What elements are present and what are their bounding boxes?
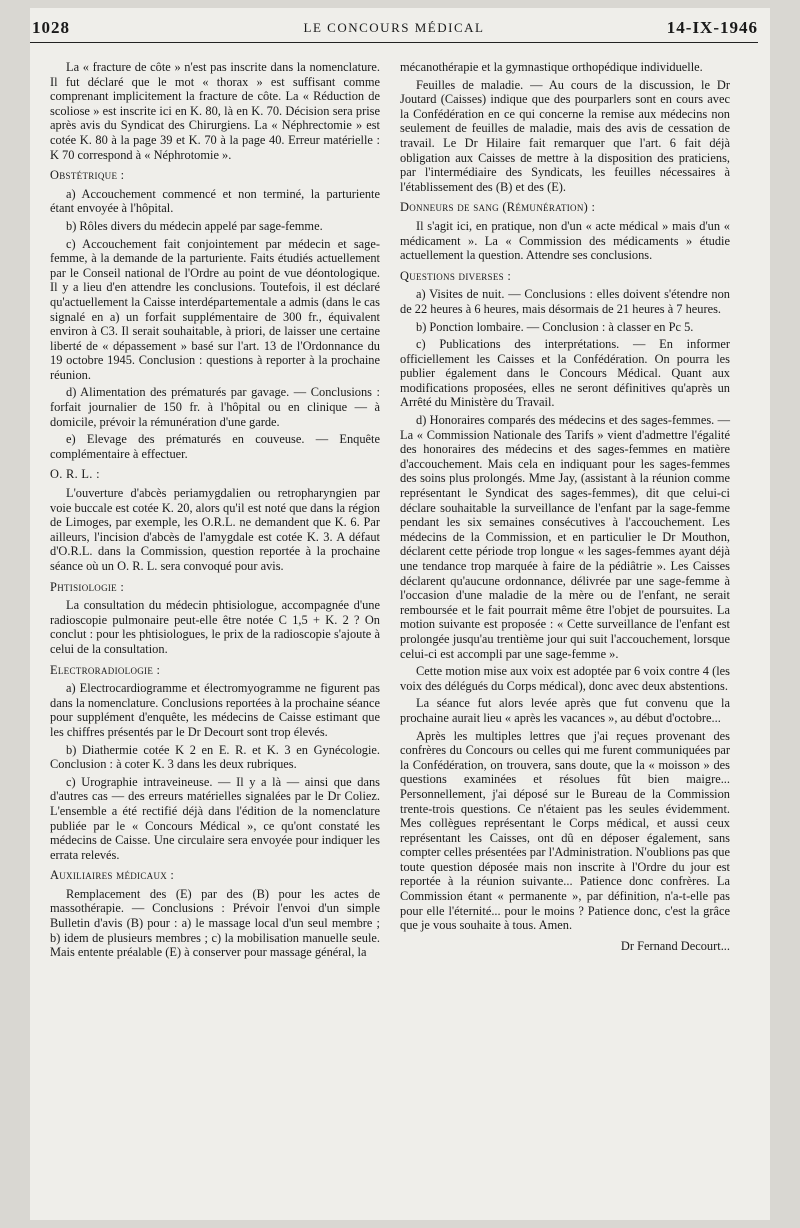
section-heading: O. R. L. : xyxy=(50,467,100,482)
issue-date: 14-IX-1946 xyxy=(666,18,758,37)
paragraph: d) Honoraires comparés des médecins et des sages-femmes. — La « Commission Nationale des Tarifs » vient d'admettre l'égalité des honoraires des médecins et des sages-femmes en matière d'accouchement. Mais cela en indiquant pour les sages-femmes des soins plus prolongés. Mme Jay, (assistant à la réunion comme représentant le Syndicat des sages-femmes), dit que celui-ci déclare souhaitable la surveillance de l'enfant par la sage-femme pendant les six semaines consécutives à l'accouchement. Les médecins de la Commission, et en particulier le Dr Mouthon, déclarent cette période trop longue « les sages-femmes ayant déjà une tendance trop marquée à faire de la pédiâtrie ». Les Caisses déclarent qu'aucune ordonnance, délivrée par une sage-femme à l'occasion d'une maladie de la mère ou de l'enfant, ne serait remboursée et le fait pourrait même être l'objet de poursuites. La motion suivante est proposée : « Cette surveillance de l'enfant est prolongée jusqu'au trentième jour qui suit l'accouchement, lorsque celui-ci est accompli par une sage-femme ». xyxy=(400,413,730,661)
paragraph: c) Publications des interprétations. — En informer officiellement les Caisses et la Confédération. On pourra les publier également dans le Concours Médical. Quant aux modifications proposées, elles ne seront définitives qu'après un Arrêté du Ministère du Travail. xyxy=(400,337,730,410)
paragraph: a) Electrocardiogramme et électromyogramme ne figurent pas dans la nomenclature. Conclusions reportées à la prochaine séance pour supplément d'enquête, les médecins de Caisse estimant que les chiffres présentés par le Dr Decourt sont trop élevés. xyxy=(50,681,380,739)
paragraph: Cette motion mise aux voix est adoptée par 6 voix contre 4 (les voix des délégués du Corps médical), donc avec deux abstentions. xyxy=(400,664,730,693)
page-number: 1028 xyxy=(32,18,70,37)
paragraph: La consultation du médecin phtisiologue, accompagnée d'une radioscopie pulmonaire peut-elle être notée C 1,5 + K. 2 ? On conclut : pour les phtisiologues, le prix de la radioscopie s'ajoute à celui de la consultation. xyxy=(50,598,380,656)
journal-title: LE CONCOURS MÉDICAL xyxy=(303,20,485,35)
paragraph: e) Elevage des prématurés en couveuse. — Enquête complémentaire à effectuer. xyxy=(50,432,380,461)
signature: Dr Fernand Decourt... xyxy=(620,938,730,953)
paragraph: L'ouverture d'abcès periamygdalien ou retropharyngien par voie buccale est cotée K. 20, alors qu'il est noté que dans la région de Limoges, par exemple, les O.R.L. ne demandent que K. 6. Par ailleurs, l'incision d'abcès de l'amygdale est cotée K. 3. A défaut d'O.R.L. dans la Commission, question reportée à la prochaine séance où un O. R. L. sera convoqué pour avis. xyxy=(50,486,380,573)
newspaper-page xyxy=(30,8,770,1220)
section-heading: Donneurs de sang (Rémunération) : xyxy=(400,200,596,215)
section-heading: Obstétrique : xyxy=(50,168,125,183)
section-heading: Auxiliaires médicaux : xyxy=(50,868,175,883)
paragraph: Feuilles de maladie. — Au cours de la discussion, le Dr Joutard (Caisses) indique que des pourparlers sont en cours avec la Confédération en ce qui concerne la remise aux médecins non seulement de feuilles de maladie, mais des avis de cessation de travail. Le Dr Hilaire fait remarquer que l'art. 6 fait déjà obligation aux Caisses de mettre à la disposition des praticiens, par l'intermédiaire des Syndicats, les feuilles nécessaires à l'établissement des (B) et des (E). xyxy=(400,77,730,194)
paragraph: mécanothérapie et la gymnastique orthopédique individuelle. xyxy=(400,60,703,74)
paragraph: c) Accouchement fait conjointement par médecin et sage-femme, à la demande de la parturiente. Faits étudiés actuellement par le Conseil national de l'Ordre au point de vue déontologique. Il y a lieu d'en attendre les conclusions. Toutefois, il est déclaré qu'actuellement la Caisse interdépartementale a admis (dans le cas signalé en a) un forfait supplémentaire de 300 fr., équivalent environ à C3. Il serait souhaitable, à priori, de laisser une certaine liberté de « dépassement » basé sur l'art. 13 de l'Ordonnance du 19 octobre 1945. Conclusion : questions à reporter à la prochaine réunion. xyxy=(50,236,380,382)
paragraph: a) Accouchement commencé et non terminé, la parturiente étant envoyée à l'hôpital. xyxy=(50,186,380,216)
paragraph: c) Urographie intraveineuse. — Il y a là — ainsi que dans d'autres cas — des erreurs matérielles signalées par le Dr Coliez. L'ensemble a été rectifié déjà dans l'édition de la nomenclature publiée par le « Concours Médical », ce qu'ont constaté les médecins de Caisse. Une circulaire sera envoyée pour indiquer les errata relevés. xyxy=(50,774,380,862)
paragraph: La séance fut alors levée après que fut convenu que la prochaine aurait lieu « après les vacances », au début d'octobre... xyxy=(400,696,730,725)
paragraph: b) Ponction lombaire. — Conclusion : à classer en Pc 5. xyxy=(416,319,694,334)
paragraph: b) Diathermie cotée K 2 en E. R. et K. 3 en Gynécologie. Conclusion : à coter K. 3 dans les deux rubriques. xyxy=(50,742,380,772)
right-column xyxy=(400,60,730,956)
paragraph: La « fracture de côte » n'est pas inscrite dans la nomenclature. Il fut déclaré que le mot « thorax » est suffisant comme comprenant implicitement la fracture de côte. La « Réduction de scoliose » est inscrite ici en K. 80, là en K. 70. Décision sera prise après avis du Syndicat des Chirurgiens. La « Néphrectomie » est cotée K. 80 à la page 39 et K. 70 à la page 40. Erreur matérielle : K 70 correspond à « Néphrotomie ». xyxy=(50,60,380,162)
paragraph: Remplacement des (E) par des (B) pour les actes de massothérapie. — Conclusions : Prévoir l'envoi d'un simple Bulletin d'avis (B) pour : a) le massage local d'un seul membre ; b) idem de plusieurs membres ; c) la mobilisation manuelle seule. Mais entente préalable (E) à conserver pour massage général, la xyxy=(50,886,380,960)
paragraph: d) Alimentation des prématurés par gavage. — Conclusions : forfait journalier de 150 fr. à l'hôpital ou en clinique — à domicile, prévoir la rémunération d'une garde. xyxy=(50,385,380,429)
left-column xyxy=(50,60,380,963)
paragraph: Il s'agit ici, en pratique, non d'un « acte médical » mais d'un « médicament ». La « Commission des médicaments » étudie actuellement la question. Attendre ses conclusions. xyxy=(400,218,730,263)
section-heading: Electroradiologie : xyxy=(50,662,161,677)
paragraph: a) Visites de nuit. — Conclusions : elles doivent s'étendre non de 22 heures à 6 heures, mais désormais de 21 heures à 7 heures. xyxy=(400,287,730,316)
paragraph: b) Rôles divers du médecin appelé par sage-femme. xyxy=(66,218,323,233)
section-heading: Phtisiologie : xyxy=(50,579,125,594)
paragraph: Après les multiples lettres que j'ai reçues provenant des confrères du Concours ou celles qui me furent communiquées par la Confédération, on trouvera, sans doute, que la « moisson » des questions examinées et résolues fût bien maigre... Personnellement, j'ai déposé sur le Bureau de la Commission trente-trois questions. Ce n'étaient pas les seules évidemment. Mes collègues représentant le Corps médical, et aussi ceux représentant les Caisses, ont dû en déposer également, sans compter celles présentées par l'Administration. N'oublions pas que toute question déposée mais non inscrite à l'Ordre du jour est reportée à la réunion suivante... Patience donc confrères. La Commission étant « permanente », par définition, n'a-t-elle pas pour elle l'éternité... pour le moins ? Patience donc, c'est la grâce que je vous souhaite à tous. Amen. xyxy=(400,728,730,933)
section-heading: Questions diverses : xyxy=(400,268,512,283)
page-header xyxy=(30,16,758,43)
